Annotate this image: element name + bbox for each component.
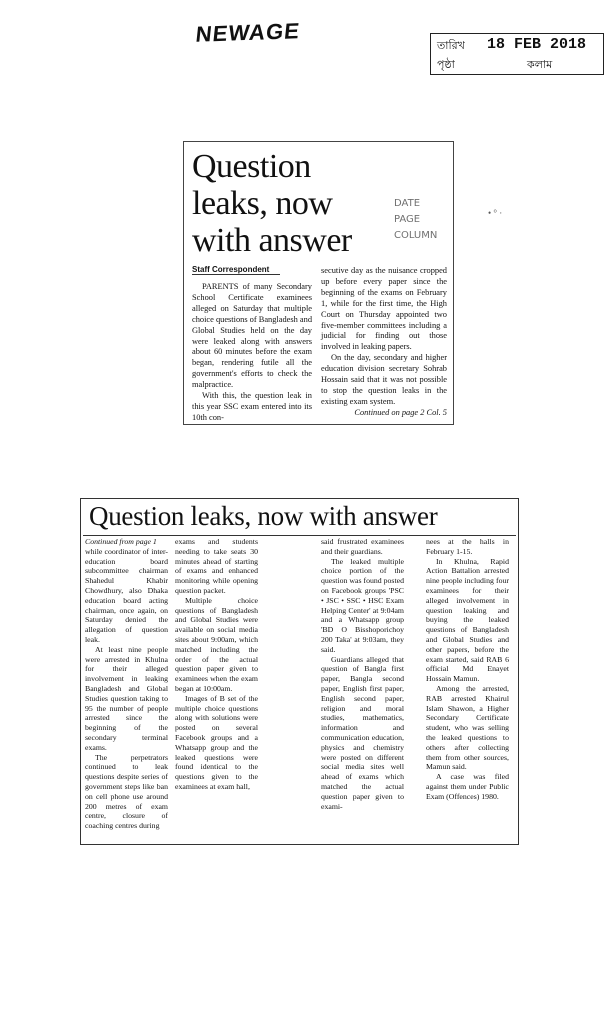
paragraph: Images of B set of the multiple choice questions along with solutions were posted on several Facebook groups and a Whatsapp group and the leaked questions were found identical to the questions given to the examinees at exam hall, [175,693,258,791]
continuation-column-2 [175,537,258,792]
stamp-overprint [394,196,437,244]
article-column-2 [321,266,447,419]
paragraph: exams and students needing to take seats 30 minutes ahead of starting of exams and enhanced monitoring while opening question packet. [175,537,258,595]
stamp-page-value: কলাম [527,59,553,71]
paragraph: nees at the halls in February 1-15. [426,537,509,556]
paragraph: Among the arrested, RAB arrested Khairul Islam Shawon, a Higher Secondary Certificate student, who was selling the leaked questions to others after collecting them from other sources, Mamun said. [426,683,509,772]
paragraph: PARENTS of many Secondary School Certificate examinees alleged on Saturday that multiple choice questions of Bangladesh and Global Studies held on the day were leaked along with answers about 60 minutes before the exam began, rendering futile all the government's efforts to check the malpractice. [192,282,313,390]
paragraph: In Khulna, Rapid Action Battalion arrested nine people including four examinees for their alleged involvement in question leaking and buying the leaked questions of Bangladesh and Global Studies and other papers, before the exam started, said RAB 6 official Md Enayet Hossain Mamun. [426,556,509,684]
overprint-line: PAGE [394,214,421,225]
paragraph: Guardians alleged that question of Bangla first paper, Bangla second paper, English first paper, English second paper, religion and moral studies, mathematics, information and communication education, physics and chemistry were posted on different social media sites well ahead of exams which matched the actual question paper given to exami- [321,654,404,811]
continuation-column-3 [321,537,404,811]
byline: Staff Correspondent [192,265,280,275]
scan-mark: • ° · [488,208,503,218]
overprint-line: DATE [394,198,421,209]
continuation-column-1 [85,537,168,831]
paragraph: On the day, secondary and higher education division secretary Sohrab Hossain said that it was not possible to stop the question leaks in the existing exam system. [321,353,447,406]
newspaper-masthead: NEWAGE [194,18,302,47]
headline-rule [83,535,516,536]
continued-from: Continued from page 1 [85,537,157,546]
paragraph: At least nine people were arrested in Khulna for their alleged involvement in leaking Bangladesh and Global Studies question taking to 95 the number of people arrested since the beginning of the secondary terminal exams. [85,644,168,752]
article-column-1 [192,282,312,424]
stamp-date-label: তারিখ [437,40,465,52]
paragraph: secutive day as the nuisance cropped up before every paper since the beginning of the exams on February 1, while for the first time, the High Court on Thursday appointed two five-member committees including a judicial for finding out those involved in leaking papers. [321,266,447,352]
paragraph: Multiple choice questions of Bangladesh and Global Studies were available on social media sites about 9:00am, which matched including the order of the actual question paper given to examinees when the exam began at 10:00am. [175,595,258,693]
paragraph: while coordinator of inter-education board subcommittee chairman Shahedul Khabir Chowdhury, also Dhaka education board acting chairman, once again, on Saturday denied the allegation of question leak. [85,546,168,644]
continuation-column-4 [426,537,509,802]
paragraph: The leaked multiple choice portion of the question was found posted on Facebook groups 'PSC • JSC • SSC • HSC Exam Helping Center' at 9:04am and a Whatsapp group 'BD O Bisshoporichoy 200 Taka' at 9:03am, they said. [321,556,404,654]
continuation-clipping [80,498,519,845]
overprint-line: COLUMN [394,230,438,241]
paragraph: With this, the question leak in this year SSC exam entered into its 10th con- [192,391,312,422]
paragraph: said frustrated examinees and their guardians. [321,537,404,556]
clipping-headline: Question leaks, now with answer [192,148,352,259]
stamp-date-value: 18 FEB 2018 [487,36,587,53]
continuation-headline: Question leaks, now with answer [89,501,438,531]
front-page-clipping [183,141,454,425]
paragraph: A case was filed against them under Public Exam (Offences) 1980. [426,772,509,801]
date-stamp [430,33,604,75]
stamp-page-label: পৃষ্ঠা [437,59,455,71]
continued-note: Continued on page 2 Col. 5 [354,407,447,417]
paragraph: The perpetrators continued to leak questions despite series of government steps like ban on cell phone use around 200 metres of exam centre, closure of coaching centres during [85,752,168,831]
